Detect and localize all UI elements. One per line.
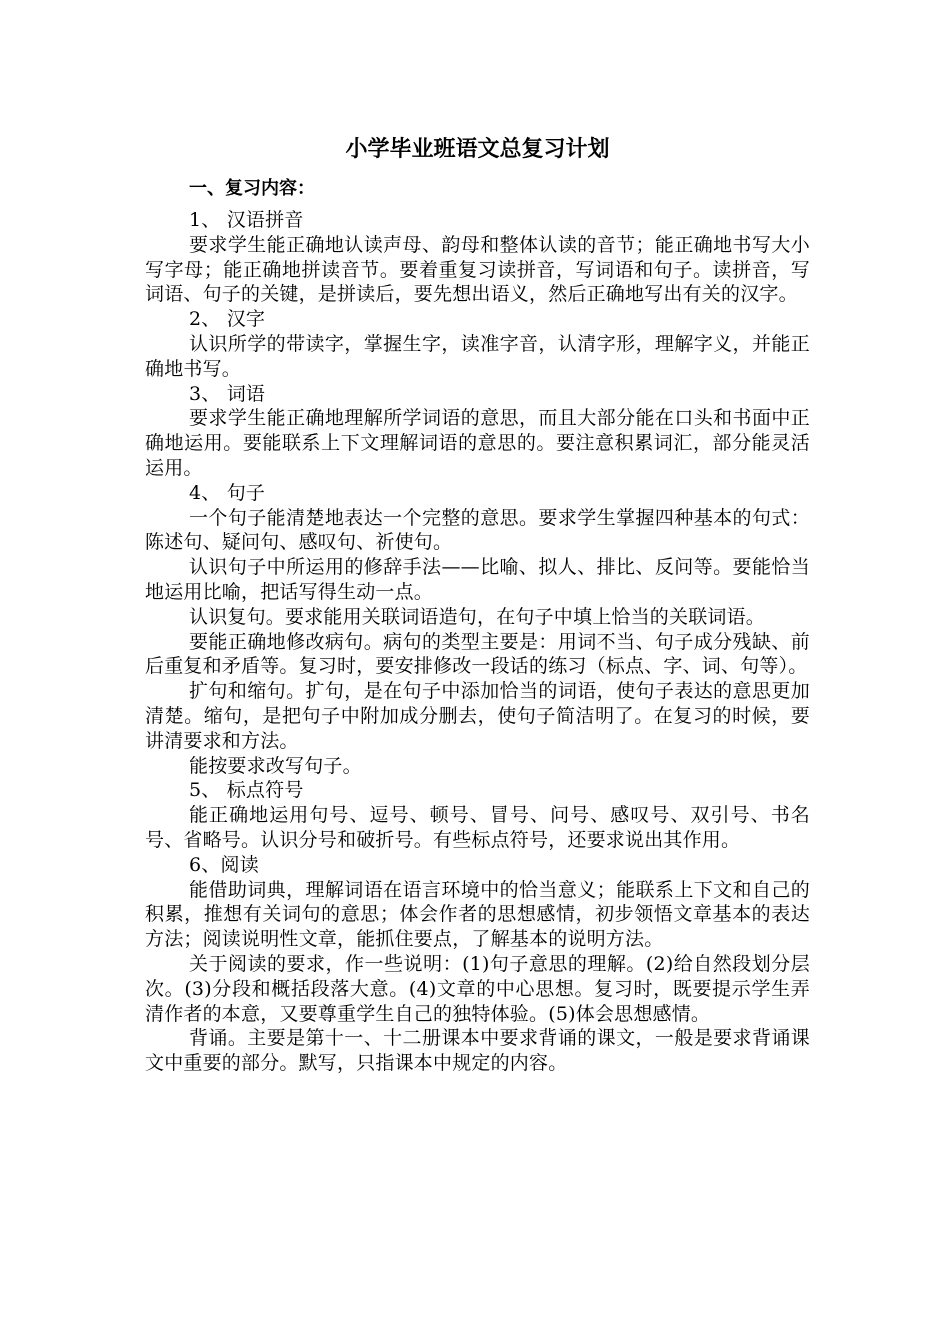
paragraph: 要求学生能正确地理解所学词语的意思，而且大部分能在口头和书面中正确地运用。要能联系上下文理解词语的意思的。要注意积累词汇，部分能灵活运用。	[145, 407, 810, 479]
paragraph: 一个句子能清楚地表达一个完整的意思。要求学生掌握四种基本的句式：陈述句、疑问句、感叹句、祈使句。	[145, 506, 810, 554]
paragraph: 关于阅读的要求，作一些说明：(1)句子意思的理解。(2)给自然段划分层次。(3)分段和概括段落大意。(4)文章的中心思想。复习时，既要提示学生弄清作者的本意，又要尊重学生自己的独特体验。(5)体会思想感情。	[145, 952, 810, 1025]
paragraph: 要求学生能正确地认读声母、韵母和整体认读的音节；能正确地书写大小写字母；能正确地拼读音节。要着重复习读拼音，写词语和句子。读拼音，写词语、句子的关键，是拼读后，要先想出语义，然后正确地写出有关的汉字。	[145, 233, 810, 306]
paragraph: 能按要求改写句子。	[189, 754, 362, 777]
paragraph: 能正确地运用句号、逗号、顿号、冒号、问号、感叹号、双引号、书名号、省略号。认识分号和破折号。有些标点符号，还要求说出其作用。	[145, 804, 810, 851]
section-heading: 一、复习内容：	[189, 178, 315, 199]
paragraph: 能借助词典，理解词语在语言环境中的恰当意义；能联系上下文和自己的积累，推想有关词句的意思；体会作者的思想感情，初步领悟文章基本的表达方法；阅读说明性文章，能抓住要点，了解基本的说明方法。	[145, 878, 810, 951]
item-heading-pinyin: 1、 汉语拼音	[189, 209, 304, 231]
item-heading-sentences: 4、 句子	[189, 481, 266, 504]
paragraph: 认识句子中所运用的修辞手法——比喻、拟人、排比、反问等。要能恰当地运用比喻，把话写得生动一点。	[145, 556, 810, 603]
paragraph: 背诵。主要是第十一、十二册课本中要求背诵的课文，一般是要求背诵课文中重要的部分。默写，只指课本中规定的内容。	[145, 1027, 810, 1075]
item-heading-words: 3、 词语	[189, 382, 266, 405]
document-body	[145, 132, 810, 1076]
page-title: 小学毕业班语文总复习计划	[345, 137, 610, 162]
paragraph: 认识复句。要求能用关联词语造句，在句子中填上恰当的关联词语。	[189, 605, 766, 628]
item-heading-reading: 6、阅读	[189, 853, 259, 876]
item-heading-hanzi: 2、 汉字	[189, 308, 266, 331]
paragraph: 认识所学的带读字，掌握生字，读准字音，认清字形，理解字义，并能正确地书写。	[145, 332, 810, 380]
item-heading-punctuation: 5、 标点符号	[189, 779, 304, 802]
paragraph: 扩句和缩句。扩句，是在句子中添加恰当的词语，使句子表达的意思更加清楚。缩句，是把句子中附加成分删去，使句子简洁明了。在复习的时候，要讲清要求和方法。	[145, 680, 810, 752]
paragraph: 要能正确地修改病句。病句的类型主要是：用词不当、句子成分残缺、前后重复和矛盾等。复习时，要安排修改一段话的练习（标点、字、词、句等）。	[145, 630, 810, 678]
